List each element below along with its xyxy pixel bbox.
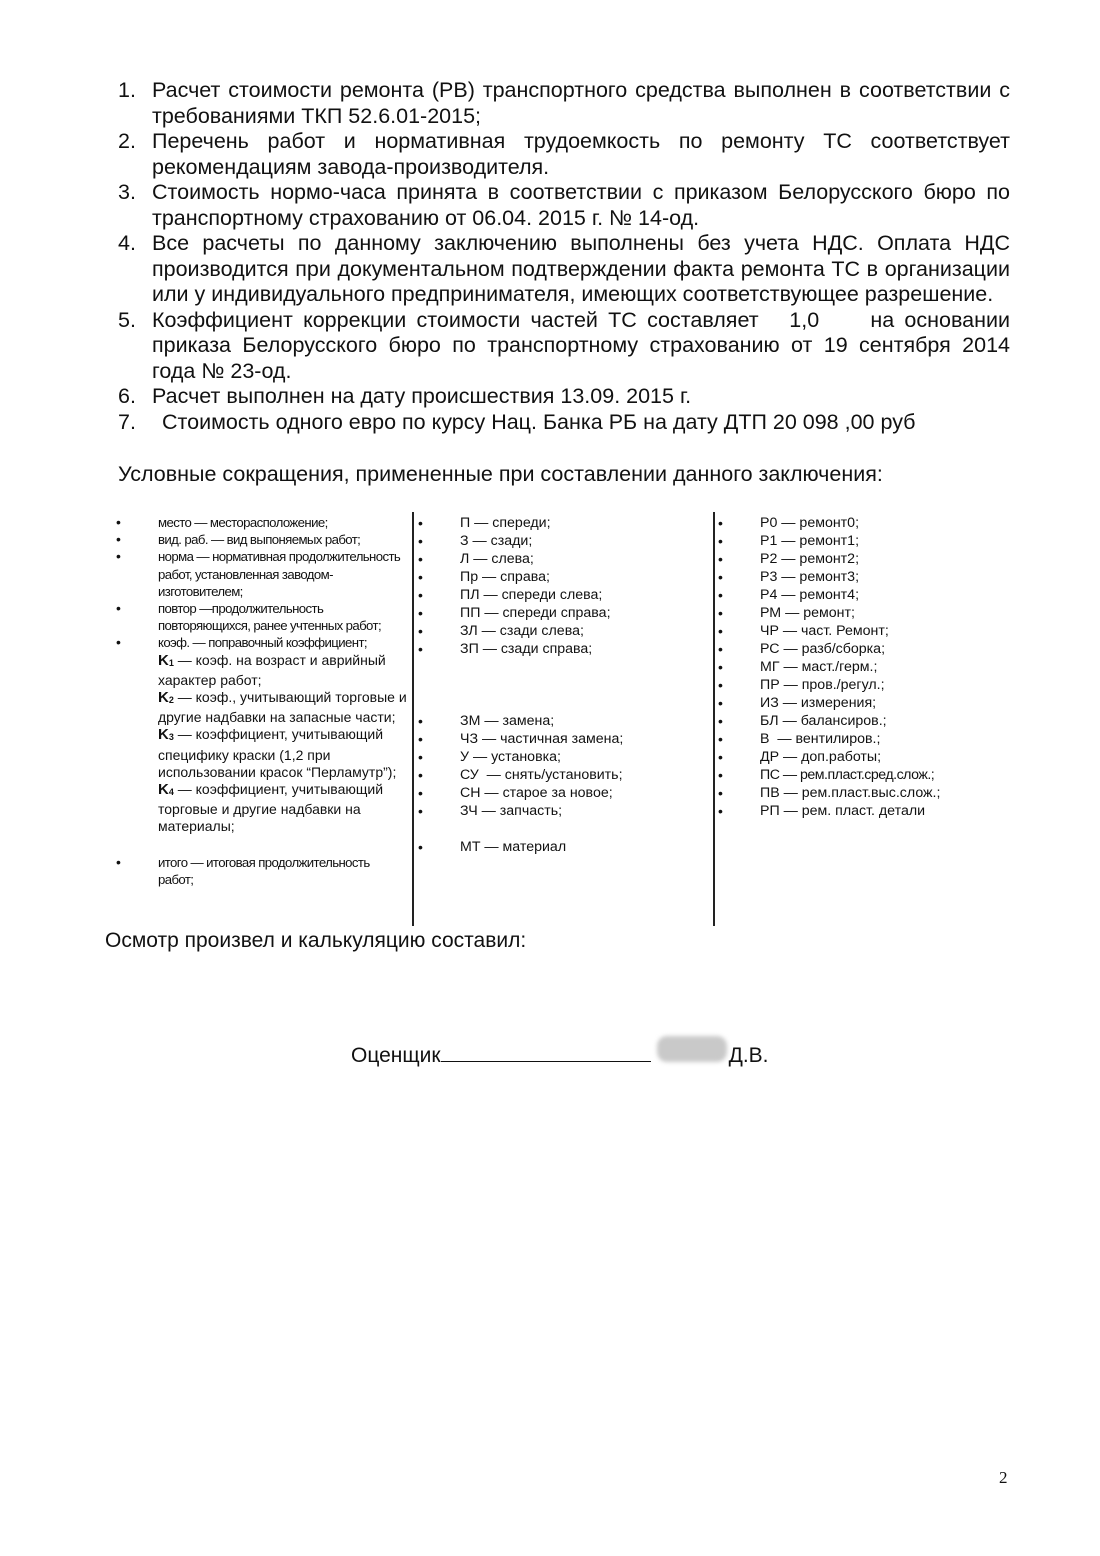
abbreviation-item: • РС — разб/сборка;: [718, 641, 886, 657]
abbreviation-item: • БЛ — балансиров.;: [718, 713, 887, 729]
bullet-icon: •: [116, 600, 121, 617]
bullet-icon: •: [116, 853, 121, 870]
bullet-icon: •: [718, 659, 723, 675]
note-item-7: [118, 410, 1010, 436]
coefficient-k3: $K_3$ — коэффициент, учитывающий специфику краски (1,2 при использовании красок “Перламутр”);: [158, 726, 397, 780]
abbreviation-item: • Пр — справа;: [418, 569, 550, 585]
bullet-icon: •: [718, 713, 723, 729]
bullet-icon: •: [418, 605, 423, 621]
bullet-icon: •: [116, 514, 121, 530]
abbreviation-item: • ПР — пров./регул.;: [718, 677, 885, 693]
column-divider-2: [713, 512, 715, 926]
note-number: 6.: [118, 384, 136, 408]
signer-initials: Д.В.: [728, 1044, 769, 1067]
bullet-icon: •: [718, 533, 723, 549]
note-number: 1.: [118, 78, 136, 102]
note-text: Стоимость нормо-часа принята в соответствии с приказом Белорусского бюро по транспортному страхованию от 06.04. 2015 г. № 14-од.: [152, 180, 1010, 230]
note-item-4: [118, 231, 1010, 308]
spacer: [116, 836, 408, 854]
note-number: 3.: [118, 180, 136, 204]
note-number: 5.: [118, 307, 136, 332]
abbreviation-item: • П — спереди;: [418, 515, 551, 531]
note-item-1: [118, 78, 1010, 129]
abbreviation-item: • МГ — маст./герм.;: [718, 659, 878, 675]
bullet-icon: •: [418, 713, 423, 729]
abbreviation-item: • Л — слева;: [418, 551, 534, 567]
abbreviation-item: • СУ — снять/установить;: [418, 767, 623, 783]
numbered-notes-list: [118, 78, 1016, 435]
abbreviation-item: • ПЛ — спереди слева;: [418, 587, 603, 603]
abbreviation-item: [116, 634, 408, 835]
note-text: Расчет стоимости ремонта (РВ) транспортного средства выполнен в соответствии с требованиями ТКП 52.6.01-2015;: [152, 78, 1010, 128]
abbreviation-item: • Р4 — ремонт4;: [718, 587, 860, 603]
note-text: Коэффициент коррекции стоимости частей ТС составляет 1,0 на основании приказа Белорусского бюро по транспортному страхованию от 19 сентября 2014 года № 23-од.: [152, 307, 1016, 383]
coefficient-k2: $K_2$ — коэф., учитывающий торговые и другие надбавки на запасные части;: [158, 689, 407, 726]
abbreviation-item: • итого — итоговая продолжительность работ;: [116, 853, 370, 887]
abbreviation-item: • вид. раб. — вид выпоняемых работ;: [116, 531, 361, 548]
abbreviations-column-3: [718, 514, 1018, 820]
abbreviation-item: • Р1 — ремонт1;: [718, 533, 860, 549]
bullet-icon: •: [418, 569, 423, 585]
bullet-icon: •: [418, 641, 423, 657]
bullet-icon: •: [718, 677, 723, 693]
bullet-icon: •: [718, 731, 723, 747]
bullet-icon: •: [718, 623, 723, 639]
signature-block: [351, 1036, 769, 1069]
abbreviations-column-1: [116, 514, 408, 888]
bullet-icon: •: [718, 785, 723, 801]
abbreviation-item: • РМ — ремонт;: [718, 605, 855, 621]
bullet-icon: •: [418, 839, 423, 855]
note-item-5: [118, 307, 1016, 385]
signer-role: Оценщик: [351, 1044, 441, 1067]
redacted-surname: [657, 1036, 727, 1062]
bullet-icon: •: [718, 767, 723, 783]
abbreviation-item: • место — месторасположение;: [116, 514, 328, 530]
abbreviation-item: • З — сзади;: [418, 533, 533, 549]
page-number: 2: [999, 1468, 1008, 1487]
abbreviation-item: • ПВ — рем.пласт.выс.слож.;: [718, 785, 941, 801]
abbreviation-item: • РП — рем. пласт. детали: [718, 803, 926, 819]
abbreviation-item: • ЧР — част. Ремонт;: [718, 623, 889, 639]
note-item-6: [118, 384, 1010, 410]
bullet-icon: •: [718, 551, 723, 567]
abbreviation-item: • ЗЛ — сзади слева;: [418, 623, 584, 639]
abbreviation-item: • Р3 — ремонт3;: [718, 569, 860, 585]
bullet-icon: •: [418, 515, 423, 531]
bullet-icon: •: [718, 641, 723, 657]
coefficient-k4: $K_4$ — коэффициент, учитывающий торговые и другие надбавки на материалы;: [158, 781, 384, 835]
note-text: Перечень работ и нормативная трудоемкость по ремонту ТС соответствует рекомендациям завода-производителя.: [152, 129, 1010, 179]
spacer: [418, 820, 708, 838]
abbreviation-item: • ДР — доп.работы;: [718, 749, 882, 765]
bullet-icon: •: [116, 531, 121, 548]
bullet-icon: •: [418, 785, 423, 801]
abbreviation-item: • ИЗ — измерения;: [718, 695, 877, 711]
abbreviation-item: • СН — старое за новое;: [418, 785, 613, 801]
note-item-2: [118, 129, 1010, 180]
abbreviation-item: • ЗП — сзади справа;: [418, 641, 593, 657]
note-text: Все расчеты по данному заключению выполнены без учета НДС. Оплата НДС производится при документальном подтверждении факта ремонта ТС в организации или у индивидуального предпринимателя, имеющих соответствующее разрешение.: [152, 231, 1010, 306]
abbreviation-item: • У — установка;: [418, 749, 561, 765]
inspection-statement: Осмотр произвел и калькуляцию составил:: [105, 929, 527, 952]
bullet-icon: •: [418, 587, 423, 603]
bullet-icon: •: [718, 749, 723, 765]
bullet-icon: •: [718, 515, 723, 531]
note-number: 4.: [118, 231, 136, 255]
note-number: 2.: [118, 129, 136, 153]
bullet-icon: •: [116, 548, 121, 565]
abbreviation-item: • ЧЗ — частичная замена;: [418, 731, 624, 747]
abbreviation-item: • Р2 — ремонт2;: [718, 551, 860, 567]
note-text: Стоимость одного евро по курсу Нац. Банка РБ на дату ДТП 20 098 ,00 руб: [162, 409, 916, 434]
bullet-icon: •: [718, 695, 723, 711]
abbreviation-item: • норма — нормативная продолжительность работ, установленная заводом-изготовителем;: [116, 548, 401, 599]
bullet-icon: •: [718, 605, 723, 621]
note-item-3: [118, 180, 1010, 231]
abbreviations-heading: Условные сокращения, примененные при составлении данного заключения:: [118, 462, 883, 486]
coefficient-k1: $K_1$ — коэф. на возраст и аврийный характер работ;: [158, 651, 386, 688]
abbreviation-item: • повтор —продолжительность повторяющихся, ранее учтенных работ;: [116, 600, 382, 634]
bullet-icon: •: [418, 803, 423, 819]
note-text: Расчет выполнен на дату происшествия 13.09. 2015 г.: [152, 384, 692, 408]
bullet-icon: •: [418, 749, 423, 765]
column-divider-1: [412, 512, 414, 926]
bullet-icon: •: [418, 623, 423, 639]
spacer: [418, 658, 708, 712]
abbreviation-item: • ПС — рем.пласт.сред.слож.;: [718, 767, 935, 783]
abbreviation-item: • ЗЧ — запчасть;: [418, 803, 563, 819]
abbreviation-item: • ЗМ — замена;: [418, 713, 555, 729]
signature-line: [441, 1041, 651, 1062]
abbreviation-item: • МТ — материал: [418, 839, 567, 855]
coef-label: коэф. — поправочный коэффициент;: [158, 635, 367, 651]
bullet-icon: •: [718, 803, 723, 819]
bullet-icon: •: [718, 587, 723, 603]
abbreviation-item: • В — вентилиров.;: [718, 731, 881, 747]
bullet-icon: •: [418, 731, 423, 747]
abbreviation-item: • ПП — спереди справа;: [418, 605, 611, 621]
abbreviations-column-2: [418, 514, 708, 856]
bullet-icon: •: [418, 533, 423, 549]
bullet-icon: •: [418, 767, 423, 783]
bullet-icon: •: [116, 634, 121, 651]
bullet-icon: •: [718, 569, 723, 585]
note-number: 7.: [118, 409, 136, 434]
bullet-icon: •: [418, 551, 423, 567]
abbreviation-item: • Р0 — ремонт0;: [718, 515, 860, 531]
